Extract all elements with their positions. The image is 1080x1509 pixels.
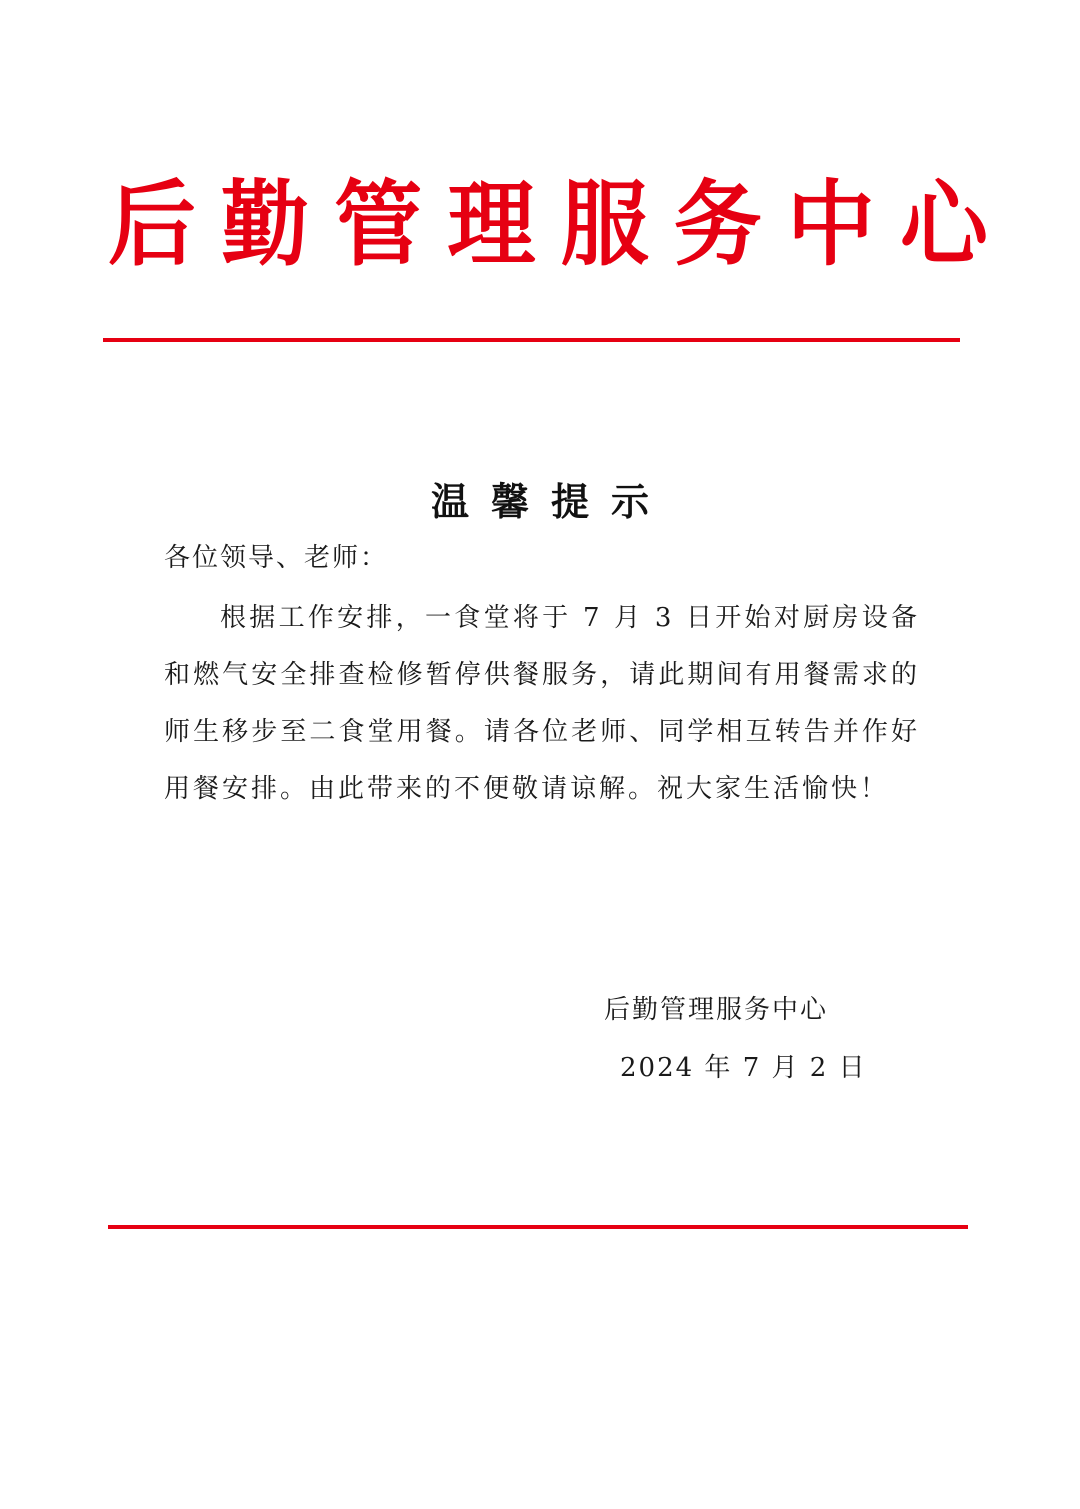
letterhead-divider xyxy=(103,338,960,342)
letterhead-char: 理 xyxy=(447,170,536,279)
letterhead-char: 务 xyxy=(673,170,762,279)
letterhead-char: 中 xyxy=(786,170,875,279)
letterhead-title xyxy=(108,170,988,280)
letterhead-char: 心 xyxy=(899,170,988,279)
letterhead-char: 管 xyxy=(334,170,423,279)
letterhead-char: 后 xyxy=(108,170,197,279)
footer-divider xyxy=(108,1225,968,1229)
notice-body: 根据工作安排，一食堂将于 7 月 3 日开始对厨房设备和燃气安全排查检修暂停供餐服务，请此期间有用餐需求的师生移步至二食堂用餐。请各位老师、同学相互转告并作好用餐安排。由此带来的不便敬请谅解。祝大家生活愉快！ xyxy=(164,603,920,804)
signature-organization: 后勤管理服务中心 xyxy=(604,995,829,1025)
signature-date: 2024 年 7 月 2 日 xyxy=(620,1053,867,1083)
notice-salutation: 各位领导、老师： xyxy=(164,543,389,573)
letterhead-char: 勤 xyxy=(221,170,310,279)
notice-title: 温馨提示 xyxy=(430,480,671,524)
letterhead-char: 服 xyxy=(560,170,649,279)
